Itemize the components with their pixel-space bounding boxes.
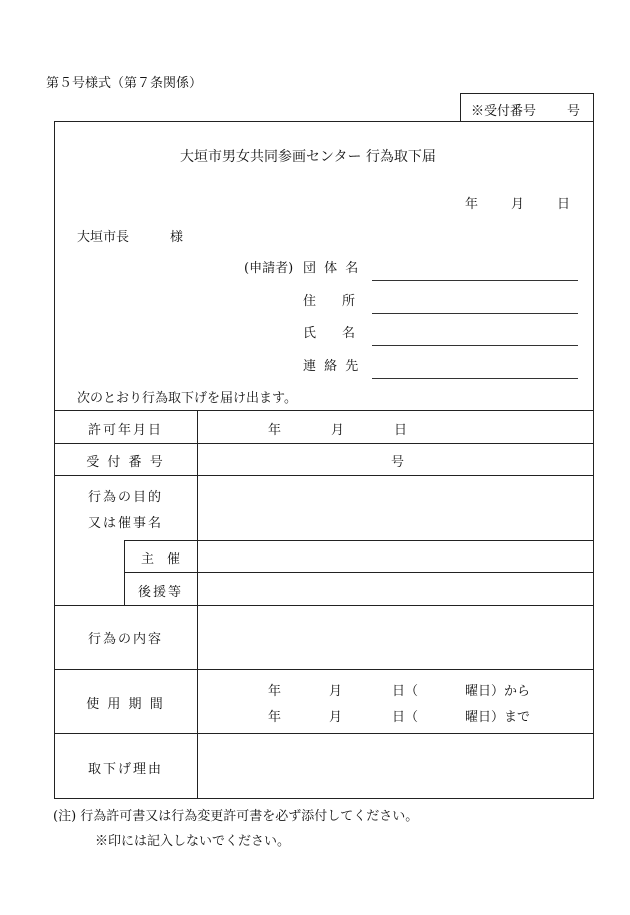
address-field[interactable] bbox=[372, 313, 578, 314]
form-number: 第５号様式（第７条関係） bbox=[46, 76, 203, 91]
row-line-5 bbox=[54, 605, 594, 606]
period-end-weekday: 曜日）まで bbox=[465, 710, 531, 725]
contact-field[interactable] bbox=[372, 378, 578, 379]
host-label: 主 催 bbox=[140, 552, 180, 567]
name-label: 氏 名 bbox=[303, 326, 356, 341]
row-line-6 bbox=[54, 669, 594, 670]
period-start-year: 年 bbox=[268, 684, 282, 699]
address-label: 住 所 bbox=[303, 294, 356, 309]
period-end-month: 月 bbox=[329, 710, 343, 725]
document-title: 大垣市男女共同参画センター 行為取下届 bbox=[180, 149, 436, 165]
receipt-number-label: ※受付番号 bbox=[471, 104, 537, 119]
receipt-no-unit: 号 bbox=[391, 455, 405, 470]
statement: 次のとおり行為取下げを届け出ます。 bbox=[77, 391, 297, 406]
label-column-divider bbox=[197, 410, 198, 799]
date-day: 日 bbox=[557, 197, 571, 212]
period-label: 使 用 期 間 bbox=[86, 697, 165, 712]
row-line-3 bbox=[124, 540, 594, 541]
purpose-label-line2: 又は催事名 bbox=[87, 516, 163, 531]
reason-label: 取下げ理由 bbox=[87, 762, 163, 777]
note-do-not-fill: ※印には記入しないでください。 bbox=[95, 834, 291, 849]
date-year: 年 bbox=[465, 197, 479, 212]
applicant-prefix: (申請者) bbox=[244, 261, 294, 276]
period-end-year: 年 bbox=[268, 710, 282, 725]
purpose-label-line1: 行為の目的 bbox=[87, 490, 163, 505]
contact-label: 連 絡 先 bbox=[303, 359, 361, 374]
period-start-weekday: 曜日）から bbox=[465, 684, 531, 699]
name-field[interactable] bbox=[372, 345, 578, 346]
table-top-line bbox=[54, 410, 594, 411]
addressee-name: 大垣市長 bbox=[77, 230, 130, 245]
receipt-no-label: 受 付 番 号 bbox=[86, 455, 165, 470]
permit-date-month: 月 bbox=[331, 423, 345, 438]
row-line-7 bbox=[54, 733, 594, 734]
addressee-honorific: 様 bbox=[170, 230, 184, 245]
row-line-2 bbox=[54, 475, 594, 476]
org-name-label: 団 体 名 bbox=[303, 261, 361, 276]
period-start-day: 日（ bbox=[392, 684, 419, 699]
org-name-field[interactable] bbox=[372, 280, 578, 281]
note-attachment: (注) 行為許可書又は行為変更許可書を必ず添付してください。 bbox=[53, 809, 419, 824]
permit-date-label: 許可年月日 bbox=[87, 423, 163, 438]
permit-date-day: 日 bbox=[394, 423, 408, 438]
period-end-day: 日（ bbox=[392, 710, 419, 725]
receipt-number-box bbox=[460, 93, 594, 122]
support-label: 後援等 bbox=[137, 585, 183, 600]
content-label: 行為の内容 bbox=[87, 632, 163, 647]
permit-date-year: 年 bbox=[268, 423, 282, 438]
row-line-4 bbox=[124, 572, 594, 573]
period-start-month: 月 bbox=[329, 684, 343, 699]
row-line-1 bbox=[54, 443, 594, 444]
date-month: 月 bbox=[511, 197, 525, 212]
receipt-number-unit: 号 bbox=[567, 104, 581, 119]
